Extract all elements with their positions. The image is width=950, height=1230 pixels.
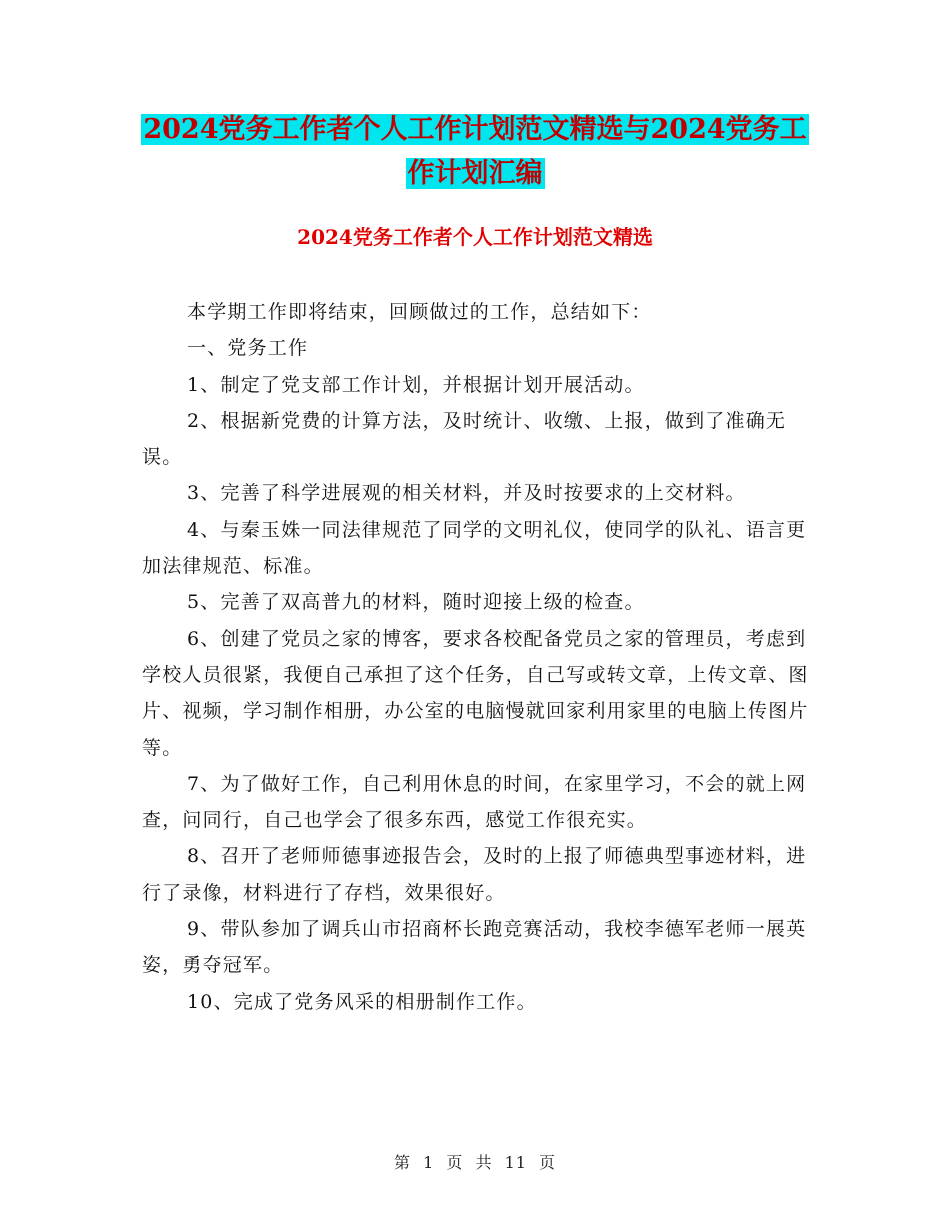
footer-page-prefix: 第	[393, 1153, 411, 1172]
paragraph-item-8: 8、召开了老师师德事迹报告会，及时的上报了师德典型事迹材料，进行了录像，材料进行了存档，效果很好。	[142, 845, 807, 904]
document-body	[142, 294, 810, 1020]
title-line-1: 2024党务工作者个人工作计划范文精选与2024党务工	[143, 114, 807, 145]
footer-page-suffix: 页	[539, 1153, 557, 1172]
footer-total-pages: 11	[504, 1153, 527, 1172]
paragraph-heading: 一、党务工作	[187, 337, 309, 360]
paragraph-item-1: 1、制定了党支部工作计划，并根据计划开展活动。	[187, 373, 645, 396]
footer-page-number: 1	[423, 1153, 435, 1172]
paragraph-item-10: 10、完成了党务风采的相册制作工作。	[187, 990, 537, 1013]
page-footer	[0, 1150, 950, 1173]
document-title	[140, 108, 810, 196]
paragraph-item-4: 4、与秦玉姝一同法律规范了同学的文明礼仪，使同学的队礼、语言更加法律规范、标准。	[142, 518, 807, 578]
paragraph-item-9: 9、带队参加了调兵山市招商杯长跑竞赛活动，我校李德军老师一展英姿，勇夺冠军。	[142, 918, 807, 977]
section-subtitle: 2024党务工作者个人工作计划范文精选	[297, 225, 653, 249]
footer-total-prefix: 共	[475, 1153, 493, 1172]
paragraph-item-2: 2、根据新党费的计算方法，及时统计、收缴、上报，做到了准确无误。	[142, 409, 787, 469]
paragraph-intro: 本学期工作即将结束，回顾做过的工作，总结如下：	[187, 301, 652, 323]
paragraph-item-3: 3、完善了科学进展观的相关材料，并及时按要求的上交材料。	[187, 482, 746, 505]
footer-page-mid: 页	[446, 1153, 464, 1172]
paragraph-item-7: 7、为了做好工作，自己利用休息的时间，在家里学习，不会的就上网查，问同行，自己也学会了很多东西，感觉工作很充实。	[142, 772, 807, 832]
title-line-2: 作计划汇编	[407, 158, 543, 189]
paragraph-item-5: 5、完善了双高普九的材料，随时迎接上级的检查。	[187, 591, 645, 614]
paragraph-item-6: 6、创建了党员之家的博客，要求各校配备党员之家的管理员，考虑到学校人员很紧，我便自己承担了这个任务，自己写或转文章，上传文章、图片、视频，学习制作相册，办公室的电脑慢就回家利用家里的电脑上传图片等。	[142, 627, 809, 759]
